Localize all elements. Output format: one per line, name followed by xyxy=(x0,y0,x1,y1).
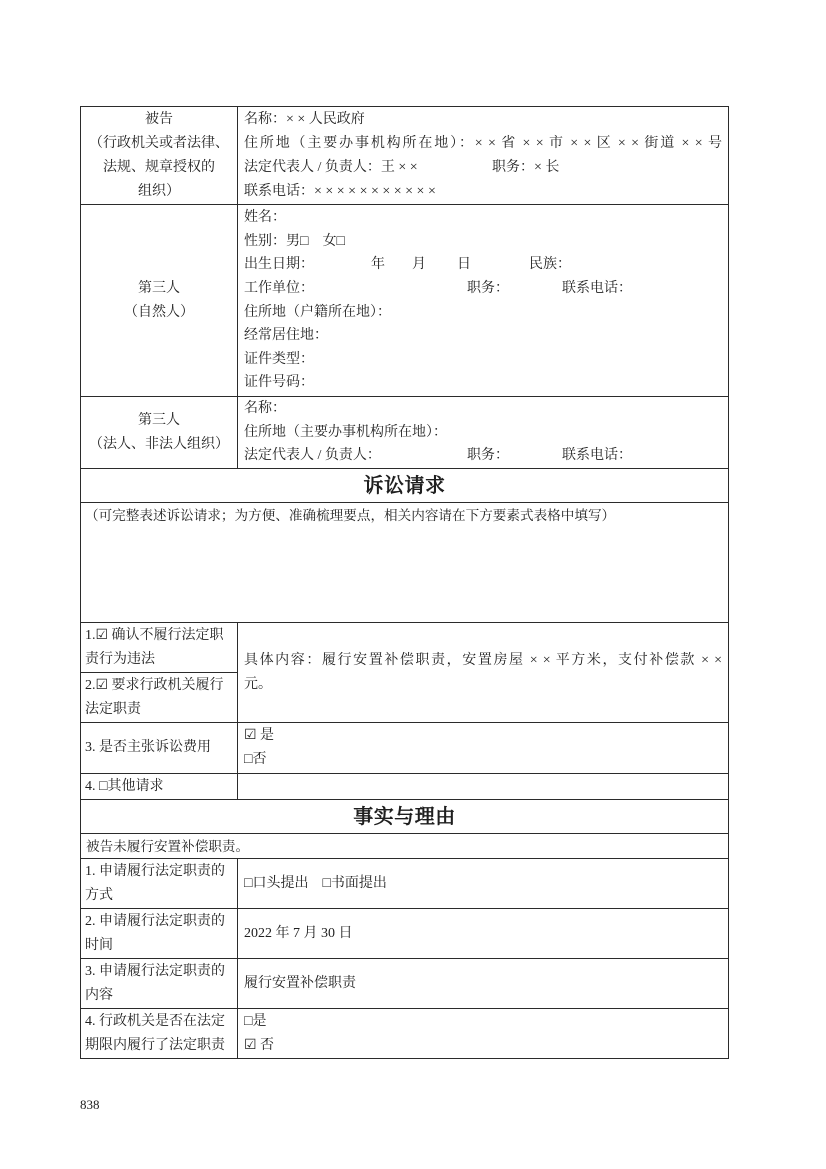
facts-row-label-line: 3. 申请履行法定职责的 xyxy=(85,963,225,979)
defendant-label-cell xyxy=(81,107,238,205)
facts-row-label-cell xyxy=(81,909,238,959)
third-party-person-label-cell xyxy=(81,205,238,397)
facts-row-label-line: 1. 申请履行法定职责的 xyxy=(85,863,225,879)
person-birth-line xyxy=(244,253,722,277)
claim-item-2-line: 2.☑ 要求行政机关履行 xyxy=(85,677,224,693)
third-party-person-row xyxy=(81,205,729,397)
facts-row xyxy=(81,1009,729,1059)
defendant-phone: 联系电话：× × × × × × × × × × × xyxy=(244,183,436,199)
person-residence-field: 经常居住地： xyxy=(244,328,328,344)
claim-item-3-options-cell xyxy=(238,723,729,774)
facts-row-label-line: 期限内履行了法定职责 xyxy=(85,1037,225,1053)
defendant-label-line: （行政机关或者法律、 xyxy=(89,135,229,151)
performed-option-no: ☑ 否 xyxy=(244,1037,275,1053)
claim-detail-cell xyxy=(238,623,729,723)
claim-item-4-content-cell xyxy=(238,774,729,800)
defendant-representative-line xyxy=(244,156,722,180)
defendant-info-cell xyxy=(238,107,729,205)
facts-row-value-cell xyxy=(238,1009,729,1059)
org-position-label: 职务： xyxy=(467,448,509,464)
person-gender-field: 性别：男□ 女□ xyxy=(244,233,345,249)
defendant-row xyxy=(81,107,729,205)
facts-row-label-line: 2. 申请履行法定职责的 xyxy=(85,913,225,929)
defendant-label-line: 被告 xyxy=(145,111,173,127)
person-employer-label: 工作单位： xyxy=(244,280,314,296)
claim-item-4-label: 4. □其他请求 xyxy=(85,778,164,794)
defendant-name: 名称：× × 人民政府 xyxy=(244,111,365,127)
facts-row xyxy=(81,959,729,1009)
claim-item-1-cell xyxy=(81,623,238,673)
claim-item-4-row xyxy=(81,774,729,800)
third-party-org-info-cell xyxy=(238,397,729,469)
facts-row-label-line: 时间 xyxy=(85,937,113,953)
person-name-field: 姓名： xyxy=(244,210,286,226)
facts-row-value-cell xyxy=(238,959,729,1009)
third-party-person-info-cell xyxy=(238,205,729,397)
org-legal-representative-label: 法定代表人 / 负责人： xyxy=(244,448,381,464)
application-content-value: 履行安置补偿职责 xyxy=(244,975,356,991)
third-party-org-label-line: 第三人 xyxy=(138,412,180,428)
claim-item-3-row xyxy=(81,723,729,774)
facts-row-label-line: 方式 xyxy=(85,887,113,903)
claims-note-row xyxy=(81,503,729,623)
litigation-fee-option-yes: ☑ 是 xyxy=(244,728,275,744)
application-date-value: 2022 年 7 月 30 日 xyxy=(244,925,353,941)
third-party-org-label-line: （法人、非法人组织） xyxy=(89,436,229,452)
facts-row-label-line: 4. 行政机关是否在法定 xyxy=(85,1013,225,1029)
claim-item-1-line: 1.☑ 确认不履行法定职 xyxy=(85,627,224,643)
person-domicile-field: 住所地（户籍所在地）： xyxy=(244,304,391,320)
facts-row-label-cell xyxy=(81,1009,238,1059)
facts-row-label-cell xyxy=(81,959,238,1009)
defendant-address: 住所地（主要办事机构所在地）：× × 省 × × 市 × × 区 × × 街道 × × 号 xyxy=(244,135,722,151)
defendant-legal-representative: 法定代表人 / 负责人：王 × × xyxy=(244,159,418,175)
facts-row xyxy=(81,909,729,959)
facts-row-label-line: 内容 xyxy=(85,987,113,1003)
person-birth-month: 月 xyxy=(412,257,426,273)
facts-row xyxy=(81,859,729,909)
org-name-field: 名称： xyxy=(244,401,286,417)
person-phone-label: 联系电话： xyxy=(562,280,632,296)
org-phone-label: 联系电话： xyxy=(562,448,632,464)
application-method-value: □口头提出 □书面提出 xyxy=(244,875,387,891)
person-ethnicity-label: 民族： xyxy=(529,257,571,273)
person-id-number-field: 证件号码： xyxy=(244,375,314,391)
org-representative-line xyxy=(244,444,722,468)
person-birth-year: 年 xyxy=(371,257,385,273)
facts-summary: 被告未履行安置补偿职责。 xyxy=(81,834,729,859)
third-party-person-label-line: （自然人） xyxy=(124,304,194,320)
person-work-line xyxy=(244,277,722,301)
claim-item-1-row xyxy=(81,623,729,673)
facts-heading-row xyxy=(81,800,729,834)
claim-detail-line: 具体内容：履行安置补偿职责，安置房屋 × × 平方米，支付补偿款 × × xyxy=(244,652,722,668)
person-position-label: 职务： xyxy=(467,280,509,296)
facts-row-value-cell xyxy=(238,909,729,959)
claim-detail-line: 元。 xyxy=(244,676,272,692)
claim-item-4-cell xyxy=(81,774,238,800)
third-party-org-label-cell xyxy=(81,397,238,469)
claim-item-2-line: 法定职责 xyxy=(85,701,141,717)
defendant-label-line: 组织） xyxy=(138,183,180,199)
claims-heading-row xyxy=(81,469,729,503)
claim-item-2-cell xyxy=(81,673,238,723)
performed-option-yes: □是 xyxy=(244,1013,267,1029)
claims-heading: 诉讼请求 xyxy=(81,469,729,503)
facts-row-label-cell xyxy=(81,859,238,909)
claim-item-3-cell xyxy=(81,723,238,774)
facts-summary-row xyxy=(81,834,729,859)
page-number: 838 xyxy=(80,1097,100,1112)
facts-row-value-cell xyxy=(238,859,729,909)
claim-item-3-label: 3. 是否主张诉讼费用 xyxy=(85,740,211,755)
facts-heading: 事实与理由 xyxy=(81,800,729,834)
claim-item-1-line: 责行为违法 xyxy=(85,651,155,667)
third-party-org-row xyxy=(81,397,729,469)
litigation-fee-option-no: □否 xyxy=(244,752,267,767)
defendant-label-line: 法规、规章授权的 xyxy=(103,159,215,175)
person-birth-day: 日 xyxy=(457,257,471,273)
org-address-field: 住所地（主要办事机构所在地）： xyxy=(244,424,447,440)
defendant-position: 职务：× 长 xyxy=(492,159,560,175)
person-id-type-field: 证件类型： xyxy=(244,351,314,367)
person-birth-date-label: 出生日期： xyxy=(244,257,314,273)
complaint-form-table xyxy=(80,106,729,1059)
third-party-person-label-line: 第三人 xyxy=(138,280,180,296)
claims-note: （可完整表述诉讼请求；为方便、准确梳理要点，相关内容请在下方要素式表格中填写） xyxy=(81,503,729,623)
